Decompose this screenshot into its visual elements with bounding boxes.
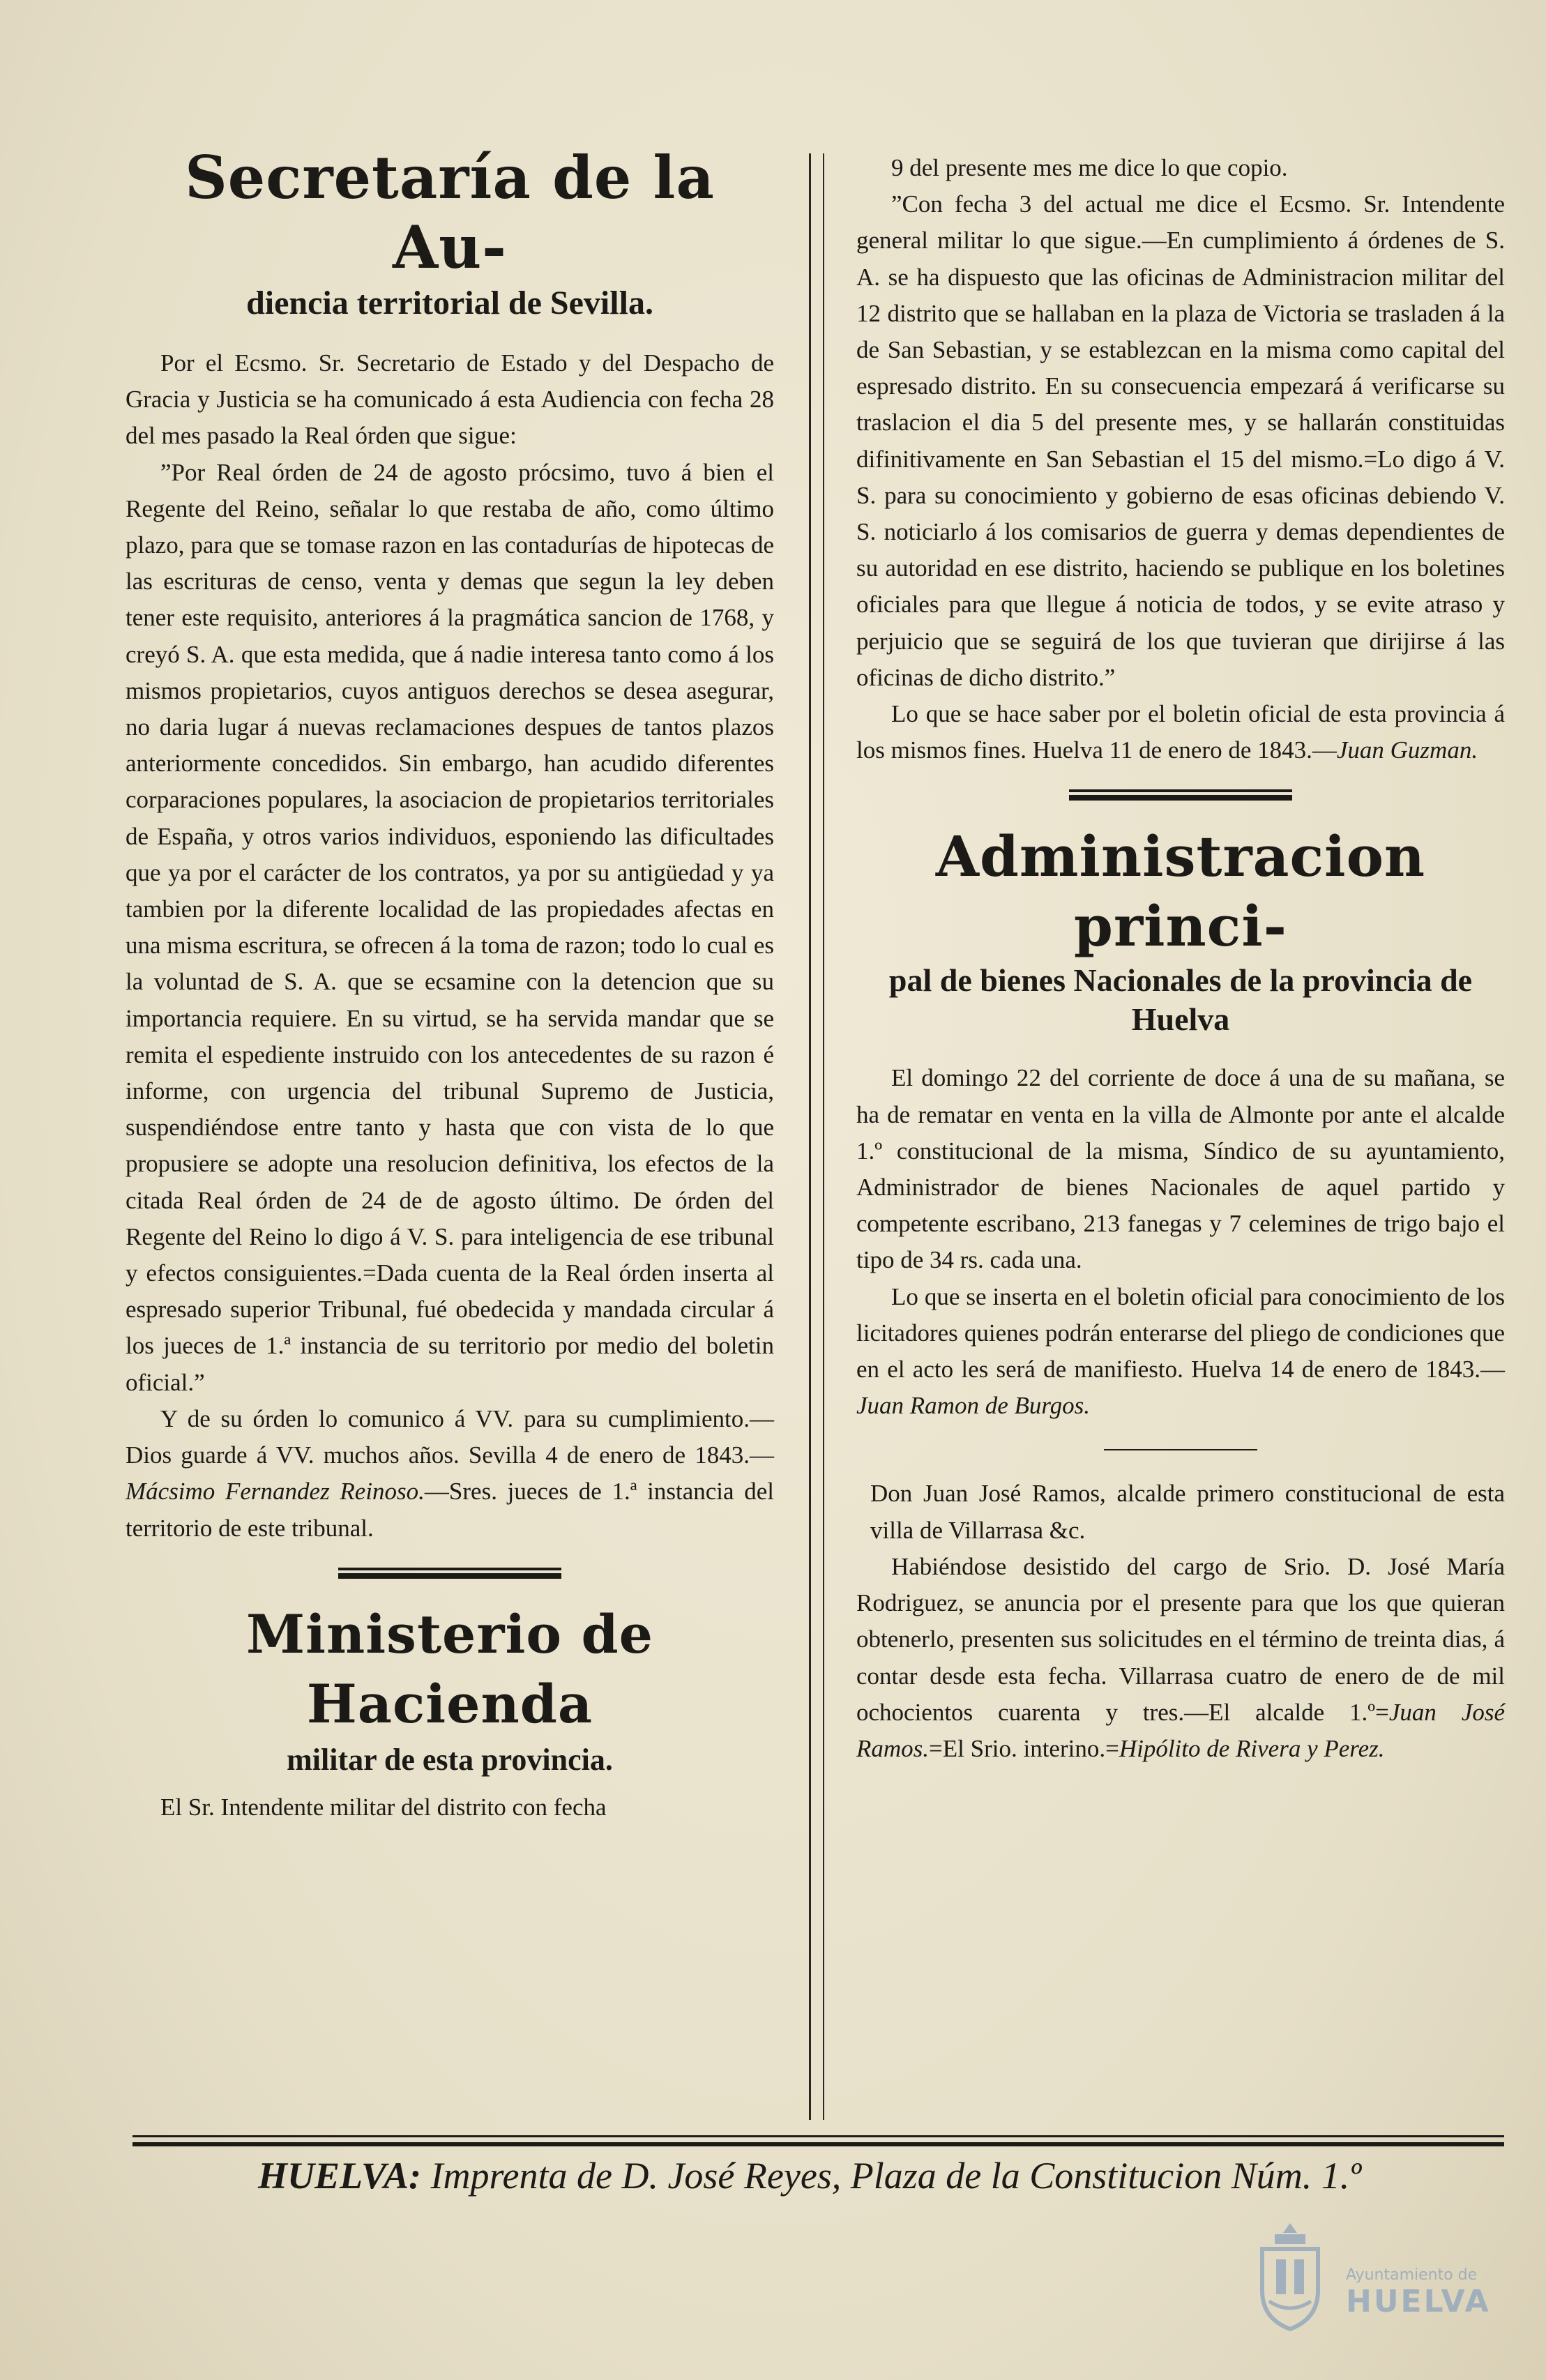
printer-imprint xyxy=(258,2151,1443,2200)
notice-text: Habiéndose desistido del cargo de Srio. D. José María Rodriguez, se anuncia por el presente para que los que quieran obtenerlo, presenten sus solicitudes en el término de treinta dias, á contar desde esta fecha. Villarrasa cuatro de enero de de mil ochocientos cuarenta y tres.—El alcalde 1.º= xyxy=(856,1552,1505,1726)
notice-intro: Don Juan José Ramos, alcalde primero constitucional de esta villa de Villarrasa &c. xyxy=(870,1480,1505,1544)
notice-body xyxy=(856,1549,1505,1767)
section-title-secretaria: Secretaría de la Au- xyxy=(185,143,715,282)
imprint-text: Imprenta de D. José Reyes, Plaza de la Constitucion Núm. 1.º xyxy=(430,2155,1362,2197)
column-rule xyxy=(809,153,811,2120)
section-title-hacienda: Ministerio de Hacienda xyxy=(246,1602,653,1735)
paragraph: El domingo 22 del corriente de doce á una de su mañana, se ha de rematar en venta en la villa de Almonte por ante el alcalde 1.º constitucional de la misma, Síndico de su ayuntamiento, Administrador de bienes Nacionales de aquel partido y competente escribano, 213 fanegas y 7 celemines de trigo bajo el tipo de 34 rs. cada una. xyxy=(856,1064,1505,1274)
section-title-administracion: Administracion princi- xyxy=(935,824,1426,960)
signature: Juan Guzman. xyxy=(1336,736,1478,764)
closing-paragraph xyxy=(856,1279,1505,1425)
paragraph: Por el Ecsmo. Sr. Secretario de Estado y del Despacho de Gracia y Justicia se ha comunicado á esta Audiencia con fecha 28 del mes pasado la Real órden que sigue: xyxy=(126,349,774,450)
closing-text: Lo que se hace saber por el boletin oficial de esta provincia á los mismos fines. Huelva 11 de enero de 1843.— xyxy=(856,700,1505,764)
section-divider xyxy=(1069,789,1292,801)
watermark-small-text: Ayuntamiento de xyxy=(1346,2266,1478,2284)
city-coat-of-arms-icon xyxy=(1248,2218,1332,2343)
notice-mid: =El Srio. interino.= xyxy=(929,1734,1119,1762)
archive-watermark xyxy=(1248,2218,1513,2357)
right-column xyxy=(856,150,1505,1767)
section-divider xyxy=(1104,1449,1257,1450)
section-divider xyxy=(338,1568,561,1579)
imprint-city: HUELVA: xyxy=(258,2155,422,2197)
footer-rule xyxy=(132,2135,1504,2137)
closing-paragraph xyxy=(856,696,1505,768)
footer-rule xyxy=(132,2142,1504,2146)
signature: Hipólito de Rivera y Perez. xyxy=(1119,1734,1385,1762)
paragraph: 9 del presente mes me dice lo que copio. xyxy=(891,154,1288,181)
paragraph: El Sr. Intendente militar del distrito con fecha xyxy=(160,1793,607,1821)
section-subtitle-administracion: pal de bienes Nacionales de la provincia de Huelva xyxy=(888,962,1473,1038)
signature: Mácsimo Fernandez Reinoso. xyxy=(126,1478,425,1506)
closing-text: Y de su órden lo comunico á VV. para su cumplimiento.—Dios guarde á VV. muchos años. Sevilla 4 de enero de 1843.— xyxy=(126,1404,774,1469)
signature: Juan Ramon de Burgos. xyxy=(856,1392,1091,1420)
paragraph: ”Por Real órden de 24 de agosto prócsimo, tuvo á bien el Regente del Reino, señalar lo que restaba de año, como último plazo, para que se tomase razon en las contadurías de hipotecas de las escrituras de censo, venta y demas que segun la ley deben tener este requisito, anteriores á la pragmática sancion de 1768, y creyó S. A. que esta medida, que á nadie interesa tanto como á los mismos propietarios, cuyos antiguos derechos se desea asegurar, no daria lugar á nuevas reclamaciones despues de tantos plazos anteriormente concedidos. Sin embargo, han acudido diferentes corparaciones populares, la asociacion de propietarios territoriales de España, y otros varios individuos, esponiendo las dificultades que ya por el carácter de los contratos, ya por su antigüedad y ya tambien por la diferente localidad de las propiedades afectas en una misma escritura, se ofrecen á la toma de razon; todo lo cual es la voluntad de S. A. que se ecsamine con la detencion que su importancia requiere. En su virtud, se ha servida mandar que se remita el espediente instruido con los antecedentes de su razon é informe, con urgencia del tribunal Supremo de Justicia, suspendiéndose entre tanto y hasta que con vista de lo que propusiere se adopte una resolucion definitiva, los efectos de la citada Real órden de 24 de de agosto último. De órden del Regente del Reino lo digo á V. S. para inteligencia de ese tribunal y efectos consiguientes.=Dada cuenta de la Real órden inserta al espresado superior Tribunal, fué obedecida y mandada circular á los jueces de 1.ª instancia de su territorio por medio del boletin oficial.” xyxy=(126,458,774,1396)
watermark-big-text: HUELVA xyxy=(1346,2284,1491,2319)
closing-paragraph xyxy=(126,1401,774,1547)
section-subtitle-secretaria: diencia territorial de Sevilla. xyxy=(246,285,653,321)
closing-tail: —Sres. jueces de 1.ª instancia del territorio de este tribunal. xyxy=(126,1478,774,1542)
left-column xyxy=(126,143,774,1826)
closing-text: Lo que se inserta en el boletin oficial para conocimiento de los licitadores quienes podrán enterarse del pliego de condiciones que en el acto les será de manifiesto. Huelva 14 de enero de 1843.— xyxy=(856,1282,1505,1384)
paragraph: ”Con fecha 3 del actual me dice el Ecsmo. Sr. Intendente general militar lo que sigue.—En cumplimiento á órdenes de S. A. se ha dispuesto que las oficinas de Administracion militar del 12 distrito que se hallaban en la plaza de Victoria se trasladen á la de San Sebastian, y se establezcan en la misma como capital del espresado distrito. En su consecuencia empezará á verificarse su traslacion el dia 5 del presente mes, y se hallarán constituidas difinitivamente en San Sebastian el 15 del mismo.=Lo digo á V. S. para su conocimiento y gobierno de esas oficinas debiendo V. S. noticiarlo á los comisarios de guerra y demas dependientes de su autoridad en ese distrito, haciendo se publique en los boletines oficiales para que llegue á noticia de todos, y se evite atraso y perjuicio que se seguirá de los que tuvieran que dirijirse á las oficinas de dicho distrito.” xyxy=(856,190,1505,691)
column-rule xyxy=(823,153,824,2120)
signature: Juan José Ramos. xyxy=(856,1698,1505,1762)
section-subtitle-hacienda: militar de esta provincia. xyxy=(287,1742,613,1777)
